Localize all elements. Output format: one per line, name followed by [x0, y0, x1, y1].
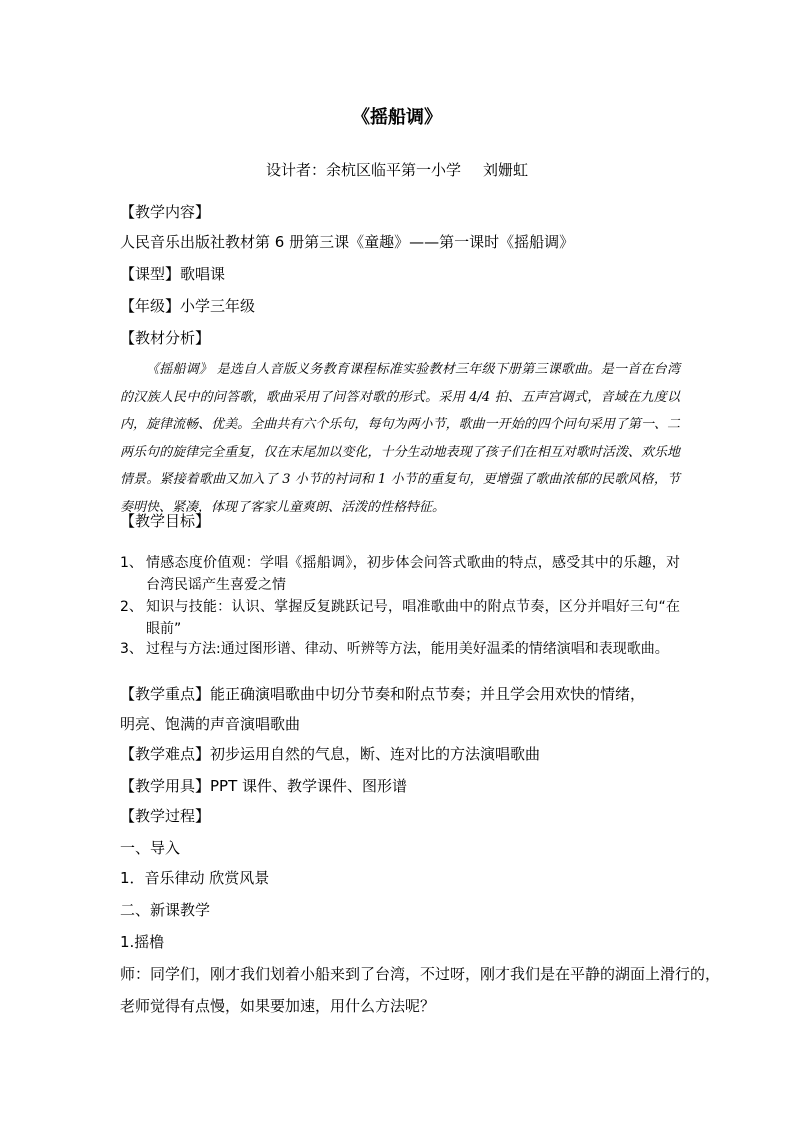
goal-number: 2、	[120, 599, 143, 615]
author-line	[0, 160, 794, 180]
goals-heading: 【教学目标】	[120, 512, 211, 530]
grade-line	[120, 296, 680, 316]
key-line-2: 明亮、饱满的声音演唱歌曲	[120, 715, 301, 733]
teacher-line-1: 师：同学们，刚才我们划着小船来到了台湾，不过呀，刚才我们是在平静的湖面上滑行的，	[120, 965, 721, 983]
key-value-1: 能正确演唱歌曲中切分节奏和附点节奏；并且学会用欢快的情绪，	[210, 685, 646, 703]
goal-item-1	[120, 552, 680, 596]
document-title: 《摇船调》	[352, 107, 442, 128]
analysis-heading: 【教材分析】	[120, 329, 211, 347]
difficulty-value: 初步运用自然的气息，断、连对比的方法演唱歌曲	[210, 745, 541, 763]
type-line	[120, 264, 680, 284]
key-line-1	[120, 684, 680, 704]
goal-item-2	[120, 596, 680, 640]
content-heading: 【教学内容】	[120, 203, 211, 221]
teacher-line-2: 老师觉得有点慢，如果要加速，用什么方法呢？	[120, 997, 436, 1015]
section-new-lesson: 二、新课教学	[120, 901, 211, 919]
tools-line	[120, 776, 680, 796]
content-text: 人民音乐出版社教材第 6 册第三课《童趣》——第一课时《摇船调》	[120, 233, 575, 251]
goal-text: 情感态度价值观：学唱《摇船调》，初步体会问答式歌曲的特点，感受其中的乐趣，对台湾民谣产生喜爱之情	[146, 555, 680, 593]
goal-item-3	[120, 638, 680, 660]
analysis-paragraph	[120, 356, 680, 522]
difficulty-label: 【教学难点】	[120, 745, 211, 763]
type-value: 歌唱课	[180, 265, 226, 283]
tools-label: 【教学用具】	[120, 777, 211, 795]
goal-text: 过程与方法:通过图形谱、律动、听辨等方法，能用美好温柔的情绪演唱和表现歌曲。	[146, 641, 669, 657]
goal-text: 知识与技能：认识、掌握反复跳跃记号，唱准歌曲中的附点节奏，区分并唱好三句“在眼前”	[146, 599, 680, 637]
grade-label: 【年级】	[120, 297, 181, 315]
tools-value: PPT 课件、教学课件、图形谱	[210, 777, 408, 795]
type-label: 【课型】	[120, 265, 181, 283]
goal-number: 3、	[120, 641, 143, 657]
intro-item: 1．音乐律动 欣赏风景	[120, 869, 270, 887]
author-name: 刘姗虹	[483, 161, 529, 179]
author-label: 设计者：余杭区临平第一小学	[265, 161, 461, 179]
new-lesson-item: 1.摇橹	[120, 933, 165, 951]
difficulty-line	[120, 744, 680, 764]
goal-number: 1、	[120, 555, 143, 571]
key-label: 【教学重点】	[120, 685, 211, 703]
grade-value: 小学三年级	[180, 297, 256, 315]
process-heading: 【教学过程】	[120, 807, 211, 825]
analysis-text: 《摇船调》 是选自人音版义务教育课程标准实验教材三年级下册第三课歌曲。是一首在台湾的汉族人民中的问答歌，歌曲采用了问答对歌的形式。采用 4/4 拍、五声宫调式，音域在九度以内，旋律流畅、优美。全曲共有六个乐句，每句为两小节，歌曲一开始的四个问句采用了第一、二两乐句的旋律完全重复，仅在末尾加以变化，十分生动地表现了孩子们在相互对歌时活泼、欢乐地情景。紧接着歌曲又加入了 3 小节的衬词和 1 小节的重复句，更增强了歌曲浓郁的民歌风格，节奏明快、紧凑，体现了客家儿童爽朗、活泼的性格特征。	[120, 362, 680, 515]
section-intro: 一、导入	[120, 839, 181, 857]
